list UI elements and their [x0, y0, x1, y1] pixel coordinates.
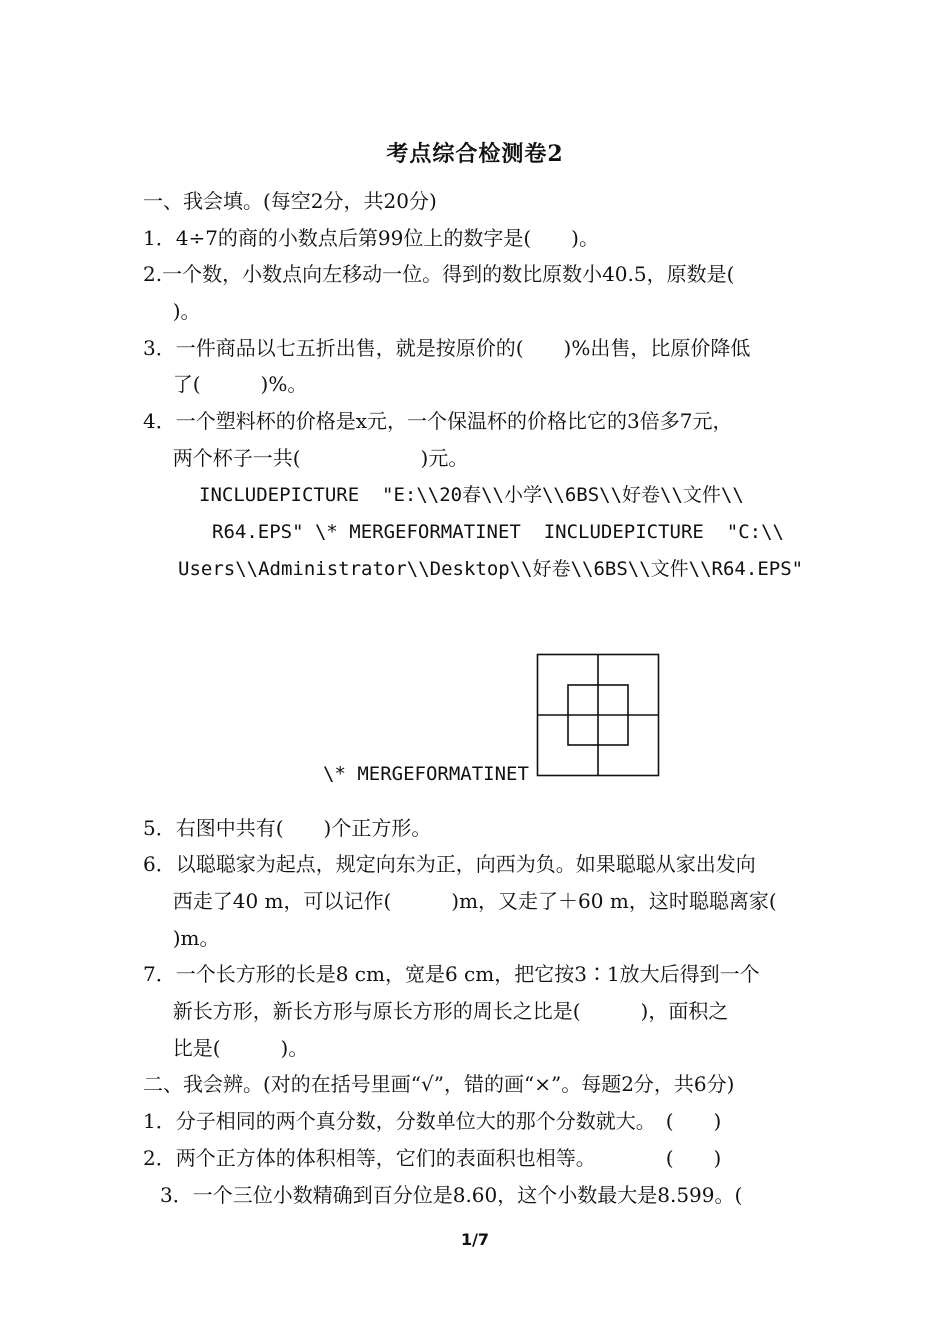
question-1-3: 3．一件商品以七五折出售，就是按原价的( )%出售，比原价降低: [143, 336, 751, 360]
field-code-line-4: \* MERGEFORMATINET: [323, 763, 529, 785]
question-1-5: 5．右图中共有( )个正方形。: [143, 816, 432, 840]
question-1-4: 4．一个塑料杯的价格是x元，一个保温杯的价格比它的3倍多7元，: [143, 409, 733, 433]
section-2-heading: 二、我会辨。(对的在括号里画“√”，错的画“×”。每题2分，共6分): [143, 1072, 735, 1096]
question-2-1: 1．分子相同的两个真分数，分数单位大的那个分数就大。 ( ): [143, 1109, 722, 1133]
question-1-7-cont: 新长方形，新长方形与原长方形的周长之比是( )，面积之: [160, 999, 729, 1023]
question-1-4-cont: 两个杯子一共( )元。: [160, 446, 469, 470]
question-1-3-cont: 了( )%。: [160, 372, 308, 396]
field-code-line-3: Users\\Administrator\\Desktop\\好卷\\6BS\\文件\\R64.EPS": [178, 558, 804, 580]
question-2-2: 2．两个正方体的体积相等，它们的表面积也相等。 ( ): [143, 1146, 722, 1170]
question-1-6: 6．以聪聪家为起点，规定向东为正，向西为负。如果聪聪从家出发向: [143, 852, 756, 876]
question-1-1: 1．4÷7的商的小数点后第99位上的数字是( )。: [143, 226, 599, 250]
question-1-6-cont2: )m。: [160, 926, 220, 950]
question-1-2: 2.一个数，小数点向左移动一位。得到的数比原数小40.5，原数是(: [143, 262, 735, 286]
nested-squares-figure: [536, 653, 660, 777]
question-1-7-cont2: 比是( )。: [160, 1036, 309, 1060]
section-1-heading: 一、我会填。(每空2分，共20分): [143, 189, 437, 213]
page-title: 考点综合检测卷2: [386, 141, 564, 167]
question-1-6-cont: 西走了40 m，可以记作( )m，又走了＋60 m，这时聪聪离家(: [160, 889, 777, 913]
question-2-3: 3．一个三位小数精确到百分位是8.60，这个小数最大是8.599。(: [160, 1183, 743, 1207]
field-code-line-2: R64.EPS" \* MERGEFORMATINET INCLUDEPICTURE "C:\\: [212, 521, 784, 543]
field-code-line-1: INCLUDEPICTURE "E:\\20春\\小学\\6BS\\好卷\\文件\\: [199, 484, 744, 506]
page-number: 1/7: [460, 1230, 490, 1249]
question-1-7: 7．一个长方形的长是8 cm，宽是6 cm，把它按3∶1放大后得到一个: [143, 962, 760, 986]
question-1-2-cont: )。: [160, 299, 201, 323]
